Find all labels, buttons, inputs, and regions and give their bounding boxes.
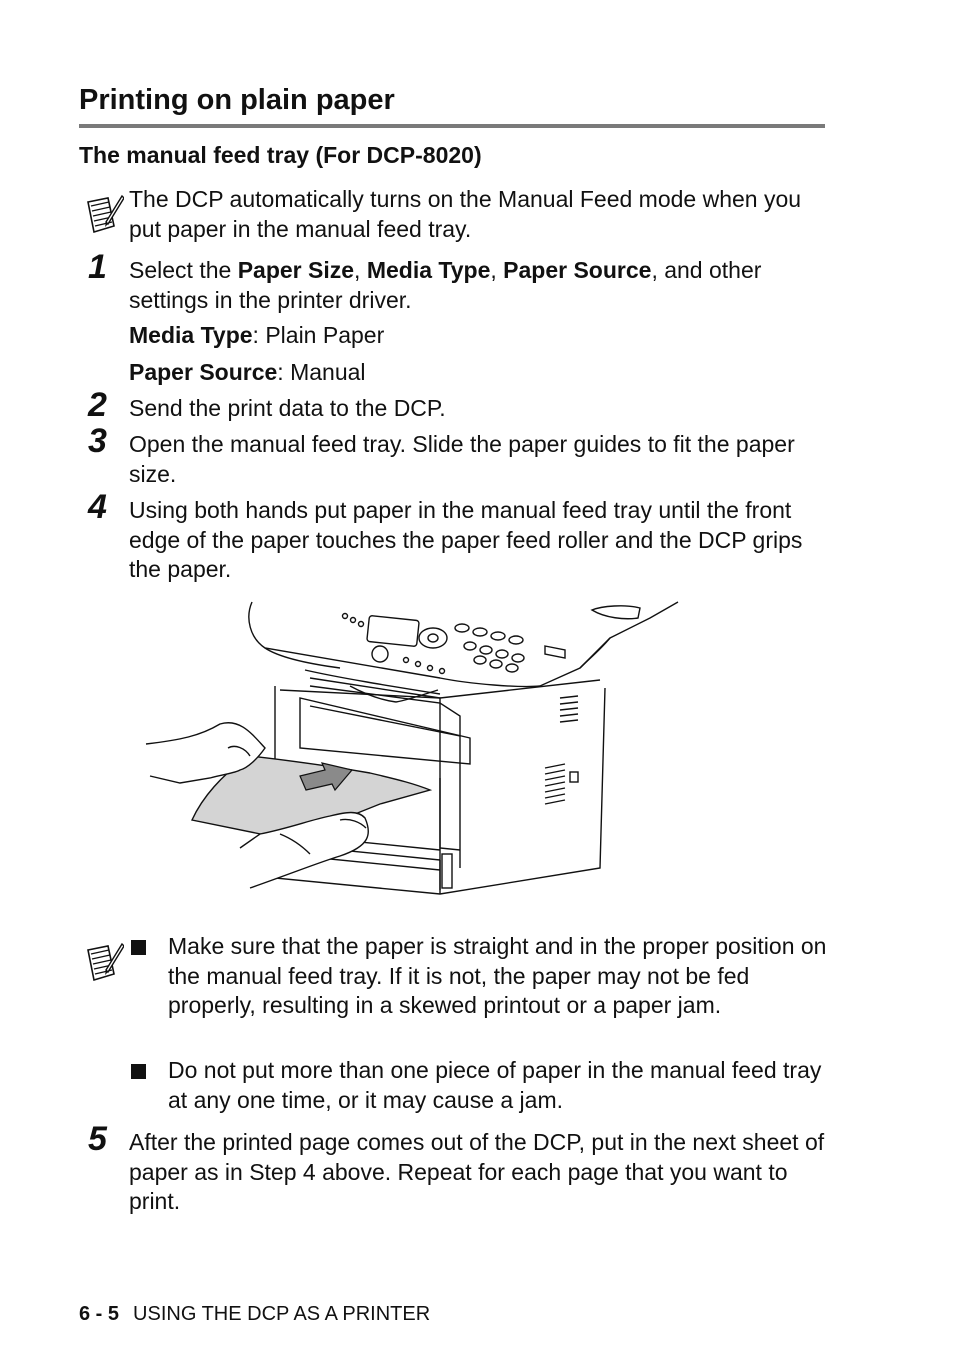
- step-number: 3: [88, 422, 107, 460]
- step-number: 1: [88, 248, 107, 286]
- note-bullet: Make sure that the paper is straight and in the proper position on the manual feed tray. If it is not, the paper may not be fed properly, resulting in a skewed printout or a paper jam.: [168, 933, 827, 1018]
- bullet-square: [131, 1064, 146, 1079]
- step-2-text: Send the print data to the DCP.: [129, 395, 446, 421]
- step-number: 5: [88, 1120, 107, 1158]
- step-number: 2: [88, 386, 107, 424]
- note-intro: The DCP automatically turns on the Manual Feed mode when you put paper in the manual feed tray.: [129, 186, 802, 242]
- step-1-part: Paper Source: [503, 257, 652, 283]
- step-1-part: Media Type: [366, 257, 491, 283]
- manual-feed-illustration: [140, 598, 680, 898]
- page-footer: [79, 1302, 430, 1326]
- setting-media-type: [129, 321, 829, 351]
- setting-label: Media Type: [129, 322, 253, 348]
- step-1-part: , and other settings in the printer driver.: [129, 257, 762, 313]
- step-1-part: ,: [490, 257, 504, 283]
- step-1-part: ,: [354, 257, 367, 283]
- setting-value: : Manual: [277, 359, 366, 385]
- step-5-text: After the printed page comes out of the DCP, put in the next sheet of paper as in Step 4 above. Repeat for each page that you want to print.: [129, 1129, 825, 1214]
- bullet-square: [131, 940, 146, 955]
- setting-value: : Plain Paper: [252, 322, 385, 348]
- step-number: 4: [88, 488, 107, 526]
- setting-paper-source: [129, 358, 829, 388]
- note-icon: [84, 192, 124, 236]
- step-3-text: Open the manual feed tray. Slide the paper guides to fit the paper size.: [129, 431, 795, 487]
- step-1-part: Select the: [129, 257, 238, 283]
- setting-label: Paper Source: [129, 359, 278, 385]
- page-title: Printing on plain paper: [79, 84, 395, 116]
- step-4-text: Using both hands put paper in the manual feed tray until the front edge of the paper touches the paper feed roller and the DCP grips the paper.: [129, 497, 803, 582]
- note-icon: [84, 940, 124, 984]
- section-heading: The manual feed tray (For DCP-8020): [79, 142, 482, 168]
- page-number: 6 - 5: [79, 1303, 120, 1325]
- chapter-title: USING THE DCP AS A PRINTER: [133, 1303, 431, 1325]
- title-rule: [79, 124, 825, 128]
- step-1-part: Paper Size: [237, 257, 355, 283]
- step-1-text: [129, 256, 829, 315]
- note-bullet: Do not put more than one piece of paper in the manual feed tray at any one time, or it may cause a jam.: [168, 1057, 822, 1113]
